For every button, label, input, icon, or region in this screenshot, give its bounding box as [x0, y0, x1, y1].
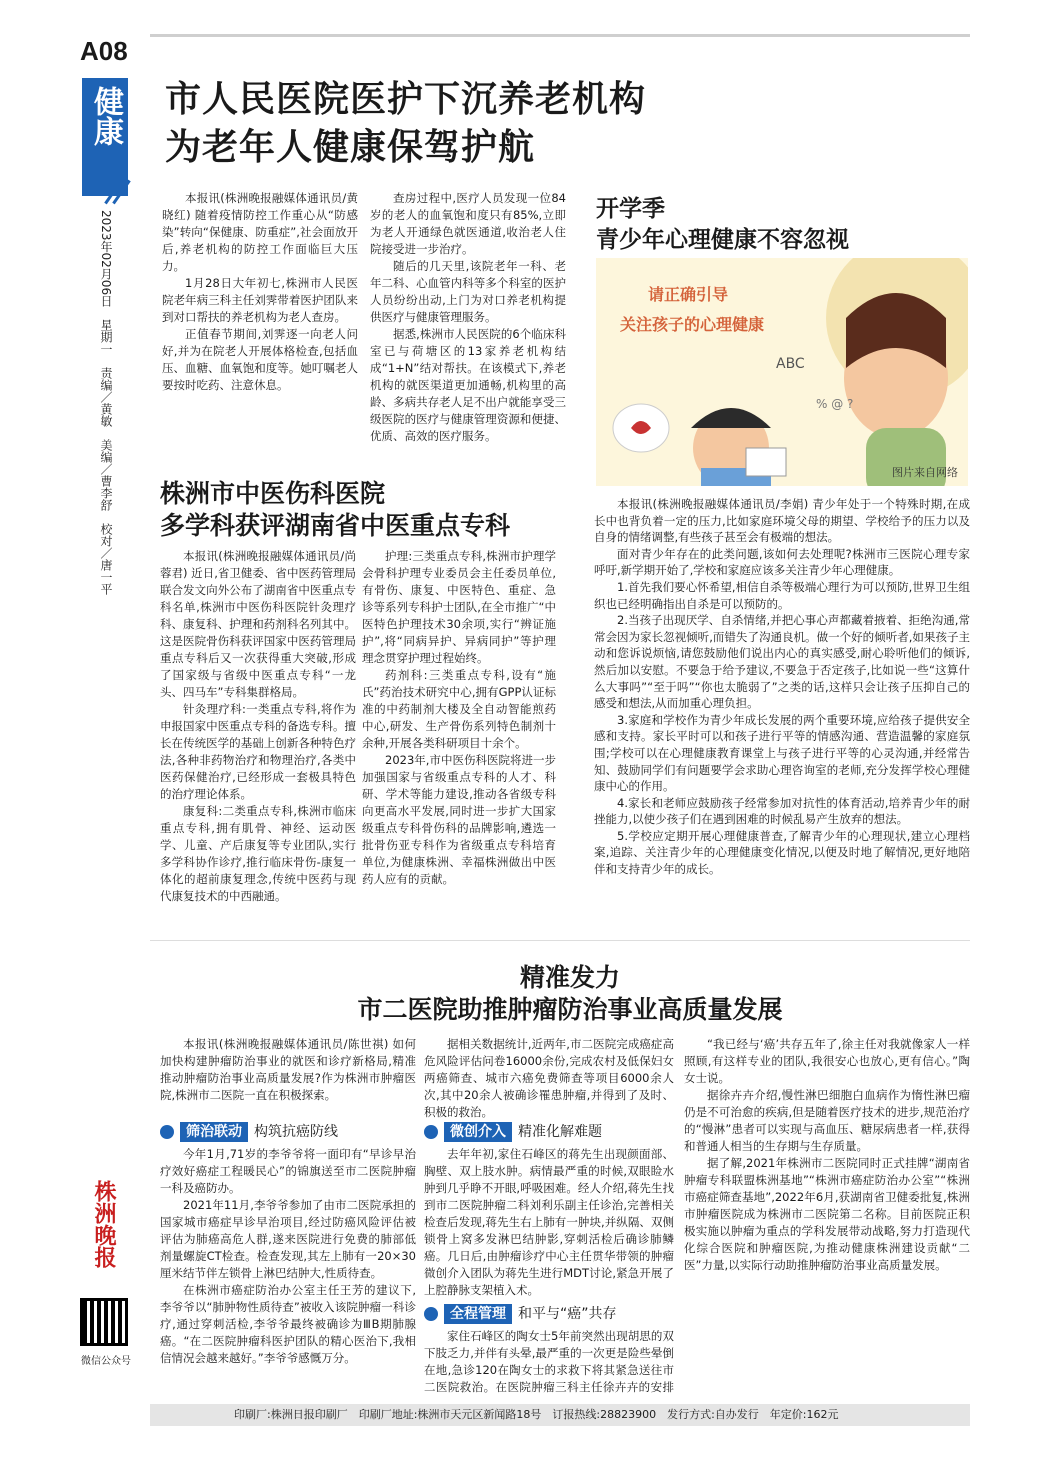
article1-paragraph: 1月28日大年初七,株洲市人民医院老年病三科主任刘霁带着医护团队来到对口帮扶的养老机构为老人查房。 [162, 276, 358, 324]
article4-col3-body [424, 1328, 674, 1398]
article1-col1 [162, 190, 358, 460]
article4-paragraph: 2021年11月,李爷爷参加了由市二医院承担的国家城市癌症早诊早治项目,经过防癌风险评估被评估为肺癌高危人群,遂来医院进行免费的肺部低剂量螺旋CT检查。检查发现,其左上肺有一20×30厘米结节伴左锁骨上淋巴结肿大,性质待查。 [160, 1198, 416, 1280]
article2-paragraph: 面对青少年存在的此类问题,该如何去处理呢?株洲市三医院心理专家呼吁,新学期开始了,学校和家庭应该多关注青少年心理健康。 [594, 546, 970, 578]
article4-col4-body [684, 1036, 970, 1398]
article1-paragraph: 据悉,株洲市人民医院的6个临床科室已与荷塘区的13家养老机构结成“1+N”结对帮扶。在该模式下,养老机构的就医渠道更加通畅,机构里的高龄、多病共存老人足不出户就能享受三级医院的医疗与健康管理资源和便捷、优质、高效的医疗服务。 [370, 327, 566, 443]
article3-col1 [160, 548, 356, 928]
top-rule [150, 34, 970, 37]
article1-headline [165, 76, 646, 172]
page-number: A08 [80, 36, 128, 66]
article3-paragraph: 本报讯(株洲晚报融媒体通讯员/尚蓉君) 近日,省卫健委、省中医药管理局联合发文向外公布了湖南省中医重点专科名单,株洲市中医伤科医院针灸理疗科、康复科、护理和药剂科名列其中。这是医院骨伤科获评国家中医药管理局重点专科后又一次获得重大突破,形成了国家级与省级中医重点专科“一龙头、四马车”专科集群格局。 [160, 549, 356, 699]
bullet-icon [424, 1125, 438, 1139]
article4-subhead-3 [424, 1304, 617, 1324]
article2-body [594, 496, 970, 928]
article2-title-line2: 青少年心理健康不容忽视 [596, 227, 849, 253]
masthead-logo [82, 1180, 126, 1288]
qr-label: 微信公众号 [81, 1356, 131, 1367]
bullet-icon [160, 1125, 174, 1139]
svg-text:% @ ?: % @ ? [816, 397, 854, 411]
section-divider [150, 940, 970, 941]
article2-paragraph: 1.首先我们要心怀希望,相信自杀等极端心理行为可以预防,世界卫生组织也已经明确指出自杀是可以预防的。 [594, 579, 970, 611]
illustration-text-line2: 关注孩子的心理健康 [620, 315, 765, 334]
article4-paragraph: 家住石峰区的陶女士5年前突然出现胡思的双下肢乏力,并伴有头晕,最严重的一次更是险些晕倒在地,急诊120在陶女士的求救下将其紧急送往市二医院救治。在医院肿瘤三科主任徐卉卉的安排 [424, 1329, 674, 1394]
article4-col2-top [424, 1036, 674, 1118]
dateline: 2023年02月06日 星期一 责编／黄敏 美编／曹李舒 校对／唐一平 [99, 210, 113, 596]
svg-text:ABC: ABC [776, 356, 805, 372]
masthead-logo-text: 株洲晚报 [91, 1180, 117, 1268]
bullet-icon [424, 1307, 438, 1321]
article1-title-line1: 市人民医院医护下沉养老机构 [165, 79, 647, 120]
article4-subhead-1 [160, 1122, 338, 1142]
article4-col1-body [160, 1146, 416, 1398]
subhead-tag: 全程管理 [444, 1304, 512, 1324]
article4-col2-body [424, 1146, 674, 1298]
article2-paragraph: 3.家庭和学校作为青少年成长发展的两个重要环境,应给孩子提供安全感和支持。家长平时可以和孩子进行平等的情感沟通、营造温馨的家庭氛围;学校可以在心理健康教育课堂上与孩子进行平等的心灵沟通,并经常告知、鼓励同学们有问题要学会求助心理咨询室的老师,充分发挥学校心理健康中心的作用。 [594, 712, 970, 794]
article4-title-line1: 精准发力 [519, 963, 620, 992]
article4-title-line2: 市二医院助推肿瘤防治事业高质量发展 [357, 995, 783, 1024]
article4-paragraph: 据徐卉卉介绍,慢性淋巴细胞白血病作为惰性淋巴瘤仍是不可治愈的疾病,但是随着医疗技术的进步,规范治疗的“慢淋”患者可以实现与高血压、糖尿病患者一样,获得和普通人相当的生存期与生存质量。 [684, 1088, 970, 1153]
illustration-text [620, 280, 764, 340]
article2-paragraph: 4.家长和老师应鼓励孩子经常参加对抗性的体育活动,培养青少年的耐挫能力,以使少孩子们在遇到困难的时候乱易产生放弃的想法。 [594, 795, 970, 827]
article3-paragraph: 针灸理疗科:一类重点专科,将作为申报国家中医重点专科的备选专科。擅长在传统医学的基础上创新各种特色疗法,各种非药物治疗和物理治疗,各类中医药保健治疗,已经形成一套极具特色的治疗理论体系。 [160, 702, 356, 801]
subhead-tag: 筛治联动 [180, 1122, 248, 1142]
article3-title-line2: 多学科获评湖南省中医重点专科 [160, 511, 511, 540]
article4-paragraph: “我已经与‘癌’共存五年了,徐主任对我就像家人一样照顾,有这样专业的团队,我很安心也放心,更有信心。”陶女士说。 [684, 1037, 970, 1085]
article1-paragraph: 随后的几天里,该院老年一科、老年二科、心血管内科等多个科室的医护人员纷纷出动,上门为对口养老机构提供医疗与健康管理服务。 [370, 259, 566, 324]
article1-col2 [370, 190, 566, 460]
article4-intro: 本报讯(株洲晚报融媒体通讯员/陈世祺) 如何加快构建肿瘤防治事业的就医和诊疗新格局,精准推动肿瘤防治事业高质量发展?作为株洲市肿瘤医院,株洲市二医院一直在积极探索。 [160, 1037, 416, 1102]
section-label-text: 健康 [88, 86, 123, 146]
article3-paragraph: 康复科:二类重点专科,株洲市临床重点专科,拥有肌骨、神经、运动医学、儿童、产后康复等专业团队,实行多学科协作诊疗,推行临床骨伤-康复一体化的超前康复理念,传统中医药与现代康复技术的中西融通。 [160, 804, 356, 903]
subhead-text: 构筑抗癌防线 [254, 1124, 338, 1140]
article4-headline [260, 962, 880, 1026]
article4-subhead-2 [424, 1122, 602, 1142]
article3-headline [160, 478, 510, 542]
article4-paragraph: 在株洲市癌症防治办公室主任王芳的建议下,李爷爷以“肺肿物性质待查”被收入该院肿瘤一科诊疗,通过穿刺活检,李爷爷最终被确诊为ⅢB期肺腺癌。“在二医院肿瘤科医护团队的精心医治下,我相信情况会越来越好。”李爷爷感慨万分。 [160, 1283, 416, 1365]
article1-paragraph: 本报讯(株洲晚报融媒体通讯员/黄晓红) 随着疫情防控工作重心从“防感染”转向“保健康、防重症”,社会面放开后,养老机构的防控工作面临巨大压力。 [162, 191, 358, 273]
article2-paragraph: 2.当孩子出现厌学、自杀情绪,并把心事心声都藏着掖着、拒绝沟通,常常会因为家长忽视倾听,而错失了沟通良机。做一个好的倾听者,如果孩子主动和您诉说烦恼,请您鼓励他们说出内心的真实感受,耐心聆听他们的倾诉,然后加以安慰。不要急于给予建议,不要急于否定孩子,比如说一些“这算什么大事吗”“至于吗”“你也太脆弱了”之类的话,这样只会让孩子压抑自己的感受和想法,从而加重心理负担。 [594, 613, 970, 711]
subhead-text: 和平与“癌”共存 [518, 1306, 617, 1322]
article3-paragraph: 药剂科:三类重点专科,设有“施氏”药治技术研究中心,拥有GPP认证标准的中药制剂大楼及全自动智能煎药中心,研发、生产骨伤系列特色制剂十余种,开展各类科研项目十余个。 [362, 668, 556, 750]
article3-col2 [362, 548, 556, 928]
article1-paragraph: 正值春节期间,刘霁逐一向老人问好,并为在院老人开展体格检查,包括血压、血糖、血氧饱和度等。她叮嘱老人要按时吃药、注意休息。 [162, 327, 358, 392]
article1-paragraph: 查房过程中,医疗人员发现一位84岁的老人的血氧饱和度只有85%,立即为老人开通绿色就医通道,收治老人住院接受进一步治疗。 [370, 191, 566, 256]
image-caption: 图片来自网络 [892, 466, 958, 479]
article3-paragraph: 2023年,市中医伤科医院将进一步加强国家与省级重点专科的人才、科研、学术等能力建设,推动各省级专科向更高水平发展,同时进一步扩大国家级重点专科骨伤科的品牌影响,遴选一批骨伤亚专科作为省级重点专科培育单位,为健康株洲、幸福株洲做出中医药人应有的贡献。 [362, 753, 556, 886]
article4-paragraph: 今年1月,71岁的李爷爷将一面印有“早诊早治疗效好癌症工程暖民心”的锦旗送至市二医院肿瘤一科及癌防办。 [160, 1147, 416, 1195]
article2-title-line1: 开学季 [596, 196, 665, 222]
article4-paragraph: 去年年初,家住石峰区的蒋先生出现颜面部、胸壁、双上肢水肿。病情最严重的时候,双眼睑水肿到几乎睁不开眼,呼吸困难。经人介绍,蒋先生找到市二医院肿瘤二科刘利乐副主任诊治,完善相关检查后发现,蒋先生右上肺有一肿块,并纵隔、双侧锁骨上窝多发淋巴结肿影,穿刺活检后确诊肺鳞癌。几日后,由肿瘤诊疗中心主任贯华带领的肿瘤微创介入团队为蒋先生进行MDT讨论,紧急开展了上腔静脉支架植入术。 [424, 1147, 674, 1297]
subhead-tag: 微创介入 [444, 1122, 512, 1142]
article2-paragraph: 5.学校应定期开展心理健康普查,了解青少年的心理现状,建立心理档案,追踪、关注青少年的心理健康变化情况,以便及时地了解情况,更好地陪伴和支持青少年的成长。 [594, 828, 970, 877]
qr-code[interactable] [80, 1298, 128, 1346]
article2-headline [596, 194, 976, 256]
section-label [82, 78, 128, 196]
article2-paragraph: 本报讯(株洲晚报融媒体通讯员/李娟) 青少年处于一个特殊时期,在成长中也背负着一定的压力,比如家庭环境父母的期望、学校给予的压力以及自身的情绪调整,有些孩子甚至会有极端的想法。 [594, 497, 970, 545]
article4-paragraph: 据相关数据统计,近两年,市二医院完成癌症高危风险评估问卷16000余份,完成农村及低保妇女两癌筛查、城市六癌免费筛查等项目6000余人次,其中20余人被确诊罹患肿瘤,并得到了及时、积极的救治。 [424, 1037, 674, 1118]
article1-title-line2: 为老年人健康保驾护航 [165, 127, 536, 168]
article2-illustration [596, 258, 968, 486]
illustration-text-line1: 请正确引导 [648, 285, 729, 304]
article3-paragraph: 护理:三类重点专科,株洲市护理学会骨科护理专业委员会主任委员单位,有骨伤、康复、中医特色、重症、急诊等系列专科护士团队,在全市推广“中医特色护理技术30余项,实行“辨证施护”,将“同病异护、异病同护”等护理理念贯穿护理过程始终。 [362, 549, 556, 665]
subhead-text: 精准化解难题 [518, 1124, 602, 1140]
article3-title-line1: 株洲市中医伤科医院 [160, 479, 386, 508]
footer-info: 印刷厂:株洲日报印刷厂 印刷厂地址:株洲市天元区新闻路18号 订报热线:28823900 发行方式:自办发行 年定价:162元 [150, 1404, 970, 1426]
article4-paragraph: 据了解,2021年株洲市二医院同时正式挂牌“湖南省肿瘤专科联盟株洲基地”“株洲市癌症防治办公室”“株洲市癌症筛查基地”,2022年6月,获湖南省卫健委批复,株洲市肿瘤医院成为株洲市二医院第二名称。目前医院正积极实施以肿瘤为重点的学科发展带动战略,努力打造现代化综合医院和肿瘤医院,为推动健康株洲建设贡献“二医”力量,以实际行动助推肿瘤防治事业高质量发展。 [684, 1156, 970, 1272]
